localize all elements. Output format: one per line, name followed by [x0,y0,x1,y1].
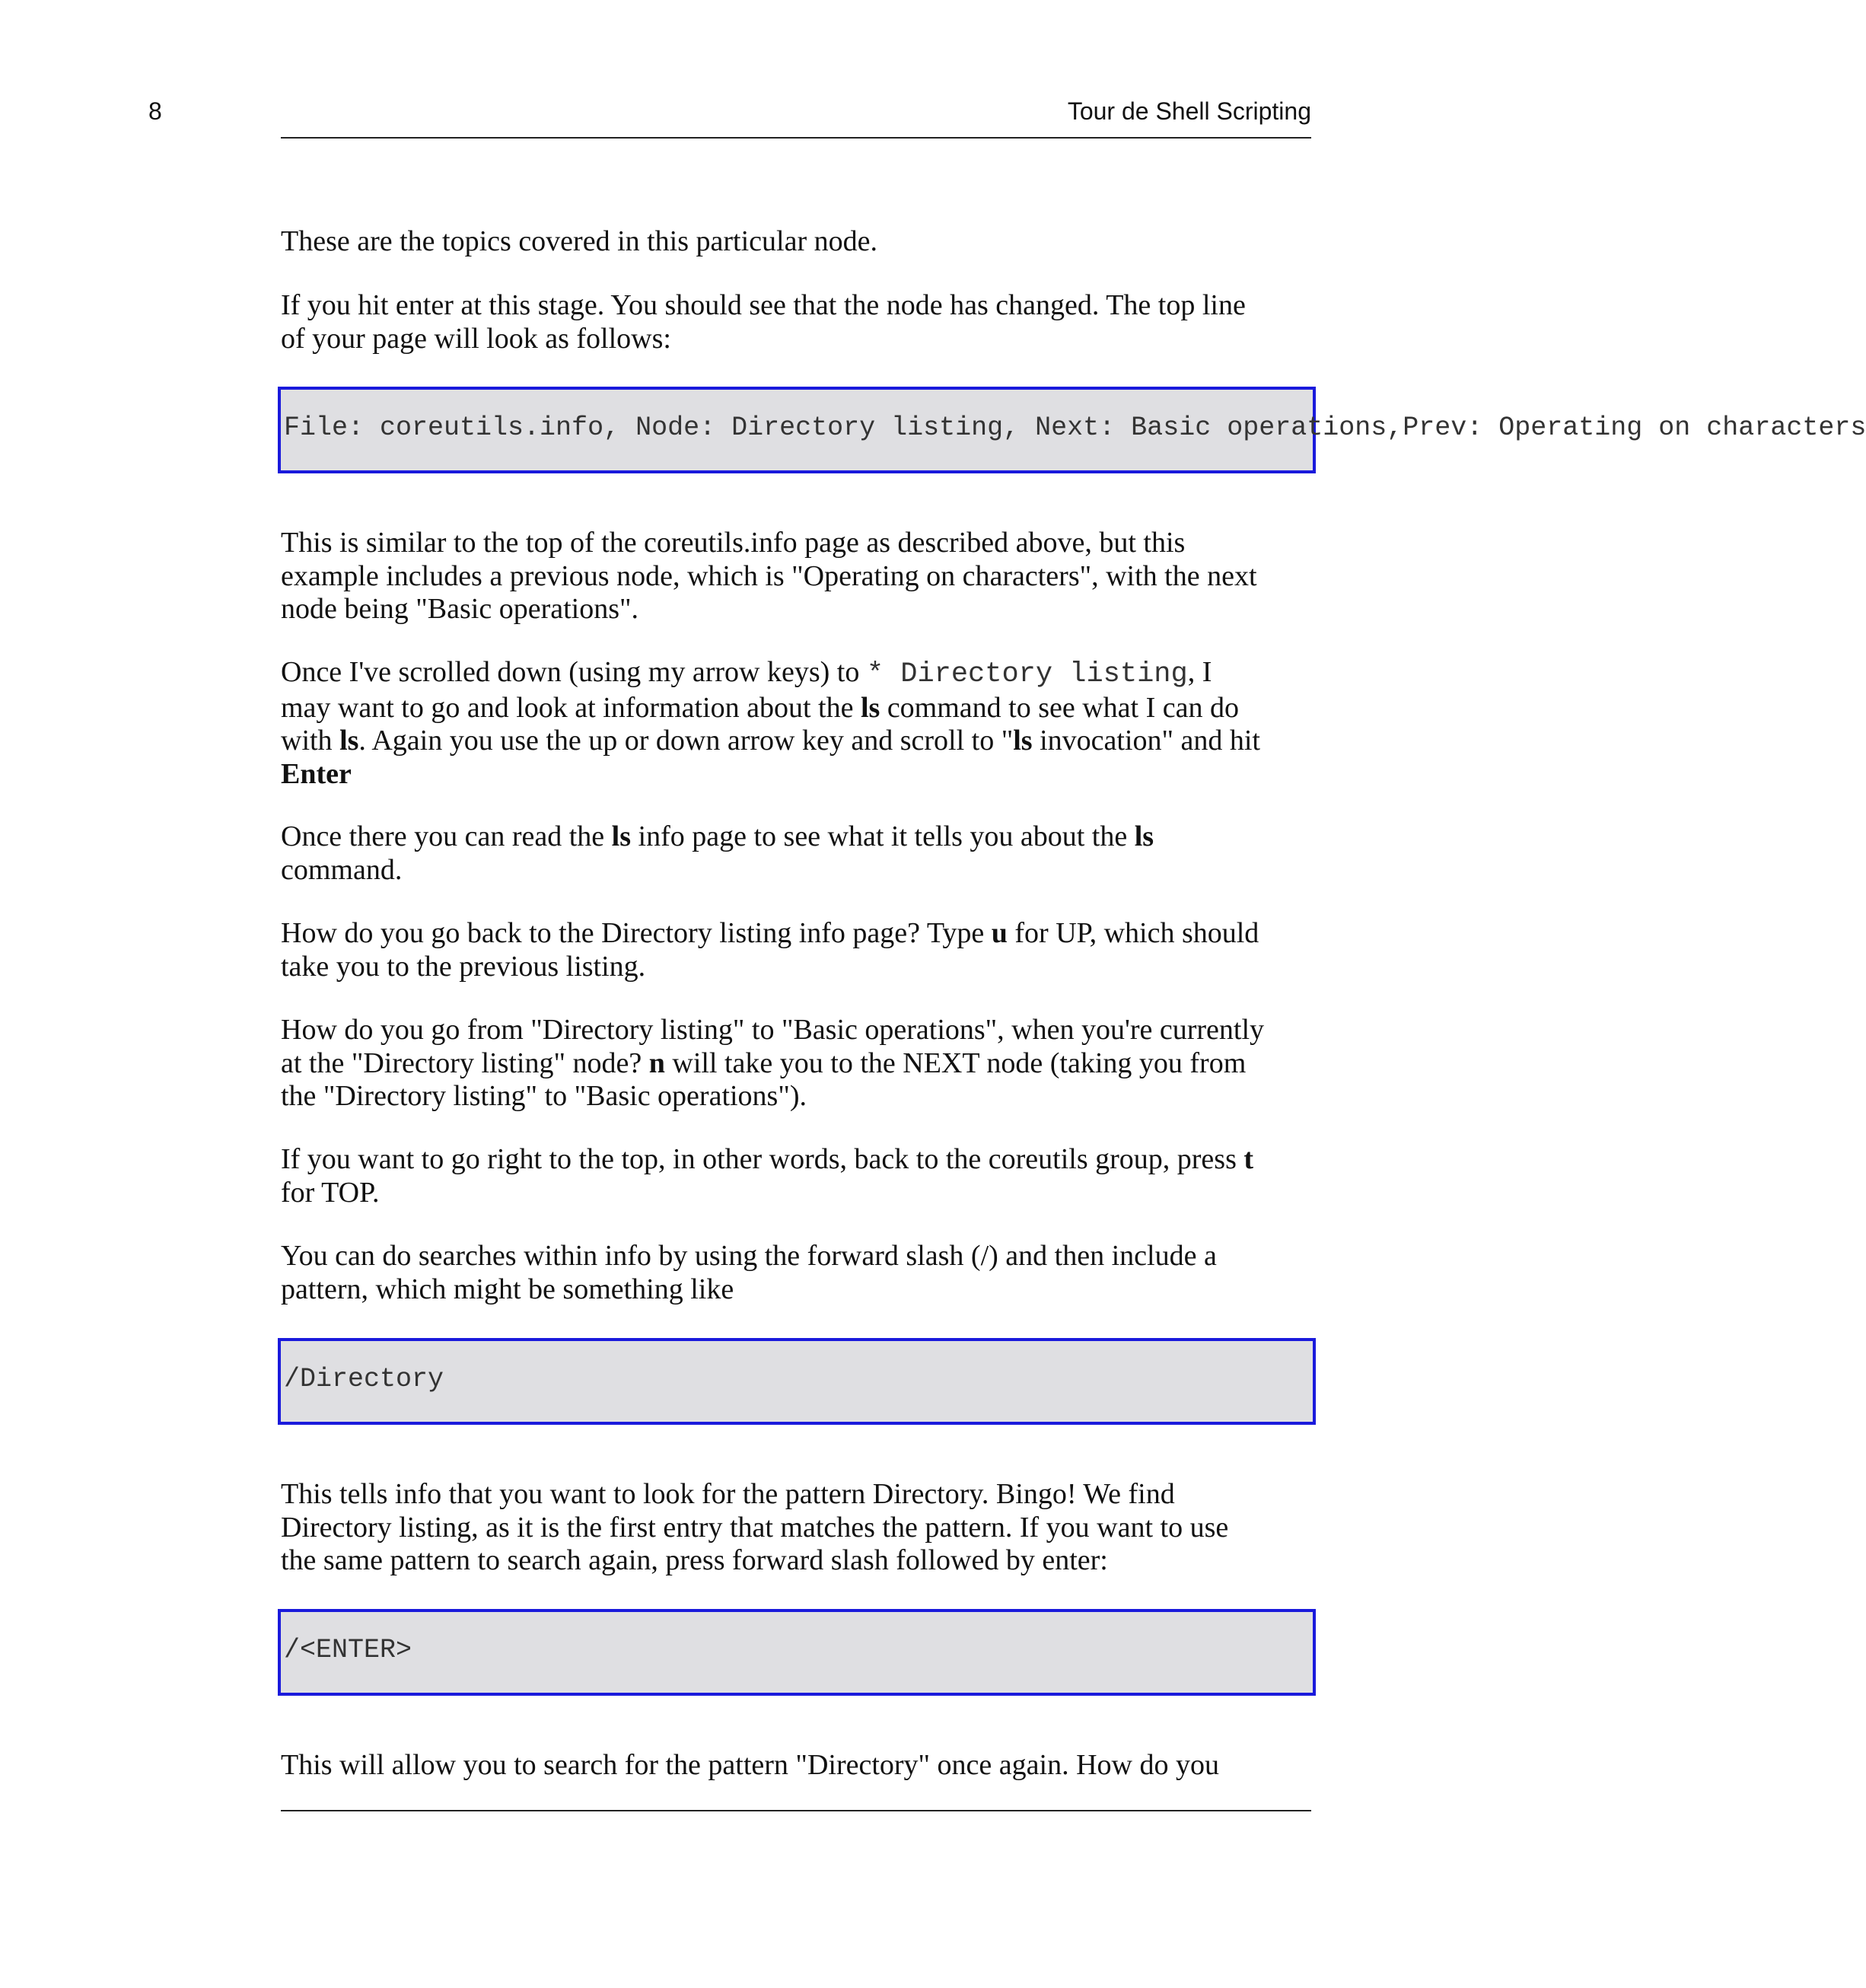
paragraph-searches: You can do searches within info by using the forward slash (/) and then include a pattern, which might be something like [281,1240,1217,1305]
page-number: 8 [148,97,162,125]
paragraph-search-again: This will allow you to search for the pattern "Directory" once again. How do you [281,1749,1219,1781]
paragraph-go-next: How do you go from "Directory listing" to "Basic operations", when you're currently at the "Directory listing" node? n will take you to the NEXT node (taking you from the "Directory listing" to "Basic operations"). [281,1014,1265,1112]
code-text: /<ENTER> [284,1635,412,1665]
paragraph-bingo: This tells info that you want to look for the pattern Directory. Bingo! We find Directory listing, as it is the first entry that matches the pattern. If you want to use the same pattern to search again, press forward slash followed by enter: [281,1478,1229,1576]
code-text: File: coreutils.info, Node: Directory listing, Next: Basic operations,Prev: Operating on characters [284,413,1866,443]
paragraph-go-top: If you want to go right to the top, in other words, back to the coreutils group, press t for TOP. [281,1143,1254,1209]
running-title: Tour de Shell Scripting [1067,97,1311,125]
header-rule [281,137,1311,139]
code-text: /Directory [284,1364,444,1394]
inline-code: * Directory listing [866,658,1188,690]
paragraph-read-ls: Once there you can read the ls info page to see what it tells you about the ls command. [281,820,1154,886]
footer-rule [281,1810,1311,1811]
paragraph-hit-enter: If you hit enter at this stage. You should see that the node has changed. The top line of your page will look as follows: [281,289,1246,355]
code-block-directory [278,1338,1316,1425]
paragraph-scrolled-down: Once I've scrolled down (using my arrow keys) to * Directory listing, I may want to go and look at information about the ls command to see what I can do with ls. Again you use the up or down arrow key and scroll to "ls invocation" and hit Enter [281,656,1260,790]
paragraph-topics: These are the topics covered in this particular node. [281,225,877,257]
paragraph-go-back: How do you go back to the Directory listing info page? Type u for UP, which should take you to the previous listing. [281,917,1259,983]
code-block-enter [278,1609,1316,1696]
paragraph-similar: This is similar to the top of the coreutils.info page as described above, but this example includes a previous node, which is "Operating on characters", with the next node being "Basic operations". [281,527,1257,625]
code-block-node-header [278,387,1866,473]
